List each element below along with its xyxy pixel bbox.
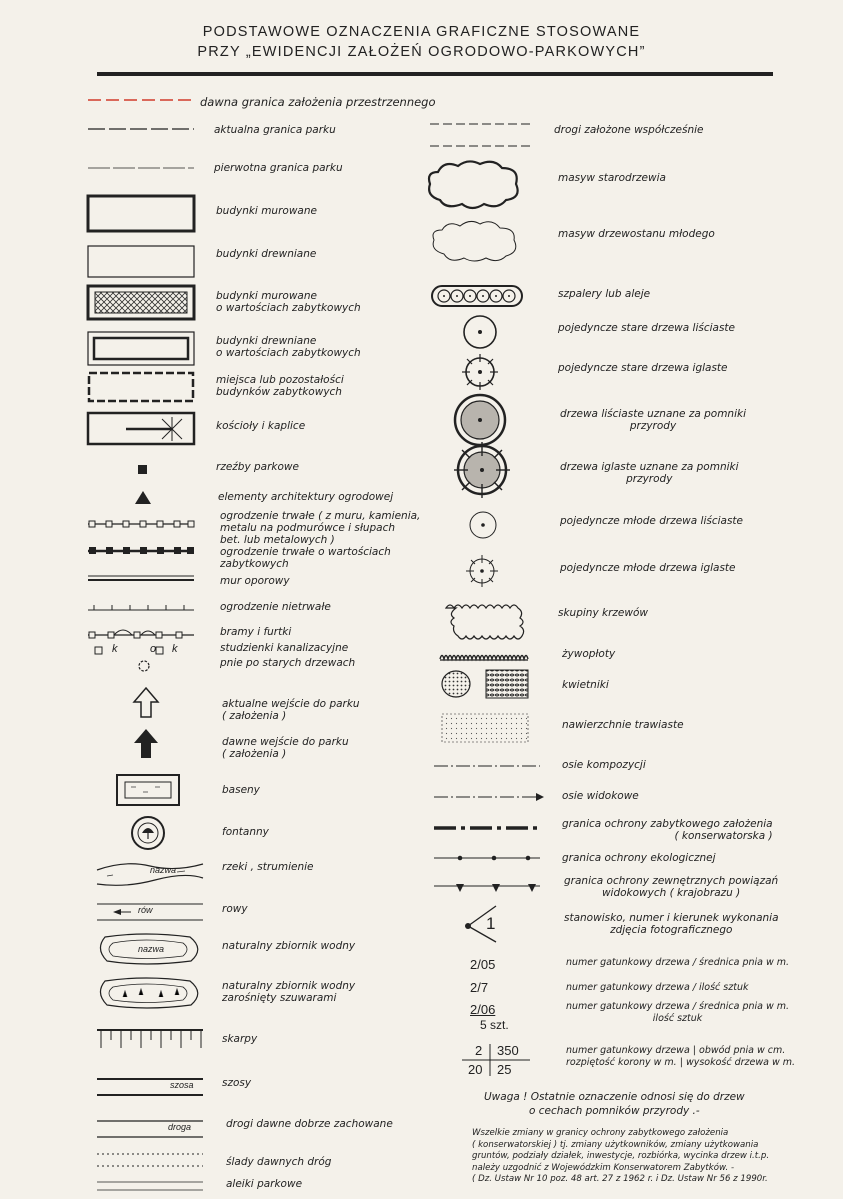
symbol-elementy-architektury <box>134 490 152 506</box>
symbol-mur-oporowy <box>86 573 196 583</box>
label-left-12: ogrodzenie trwałe o wartościach zabytkowych <box>220 546 391 570</box>
label-right-13: nawierzchnie trawiaste <box>562 719 684 731</box>
label-left-15: bramy i furtki <box>220 626 292 638</box>
symbol-ogrodzenie-nietrwale <box>86 602 196 614</box>
symbol-mlode-iglaste <box>464 553 500 589</box>
szosy-label: szosa <box>170 1080 194 1090</box>
symbol-studzienki <box>86 643 196 659</box>
symbol-pierwotna-granica <box>86 163 196 173</box>
symbol-szpalery-aleje <box>430 282 526 310</box>
studzienka-k1: k <box>112 643 118 655</box>
label-left-5: budynki murowane o wartościach zabytkowych <box>216 290 361 314</box>
studzienka-o2: o <box>150 643 157 655</box>
symbol-stare-iglaste <box>460 352 500 392</box>
label-right-22: numer gatunkowy drzewa / średnica pnia w m. ilość sztuk <box>566 1001 790 1024</box>
header-rule <box>97 72 773 76</box>
label-right-7: drzewa iglaste uznane za pomniki przyrody <box>560 461 739 485</box>
label-right-6: drzewa liściaste uznane za pomniki przyrody <box>560 408 747 432</box>
symbol-rzezby <box>136 463 150 477</box>
symbol-miejsca-pozostalosci <box>86 370 196 404</box>
symbol-aktualne-wejscie <box>132 686 160 720</box>
label-right-8: pojedyncze młode drzewa liściaste <box>560 515 744 527</box>
label-left-17: pnie po starych drzewach <box>220 657 356 669</box>
photo-number: 1 <box>486 914 496 933</box>
label-left-16: studzienki kanalizacyjne <box>220 642 349 654</box>
symbol-zbiornik-zarosniety <box>95 975 205 1011</box>
symbol-dawna-granica <box>86 95 196 105</box>
label-left-29: ślady dawnych dróg <box>226 1156 332 1168</box>
symbol-pomnik-iglaste <box>452 440 512 500</box>
label-left-20: baseny <box>222 784 260 796</box>
label-left-21: fontanny <box>222 826 269 838</box>
symbol-baseny <box>115 773 181 807</box>
label-right-10: skupiny krzewów <box>558 607 648 619</box>
symbol-slady-drog <box>95 1150 205 1170</box>
symbol-koscioly <box>86 411 196 447</box>
symbol-masyw-starodrzewia <box>424 158 524 210</box>
studzienka-k2: k <box>172 643 178 655</box>
label-right-0: drogi założone współcześnie <box>554 124 704 136</box>
tree-code-2: 2/7 <box>470 980 489 995</box>
symbol-osie-widokowe <box>432 791 546 803</box>
label-left-14: ogrodzenie nietrwałe <box>220 601 331 613</box>
label-left-28: drogi dawne dobrze zachowane <box>226 1118 393 1130</box>
label-right-9: pojedyncze młode drzewa iglaste <box>560 562 736 574</box>
tree-frac-b: 350 <box>497 1043 519 1058</box>
label-right-14: osie kompozycji <box>562 759 646 771</box>
symbol-granica-krajobrazu <box>432 882 542 894</box>
symbol-drogi-wspolczesne <box>428 118 532 152</box>
label-left-0: dawna granica założenia przestrzennego <box>200 95 436 109</box>
symbol-bramy-furtki <box>86 624 196 640</box>
symbol-kwietniki <box>440 668 530 700</box>
zbiornik-nazwa: nazwa <box>138 944 165 954</box>
label-right-11: żywopłoty <box>562 648 616 660</box>
symbol-mlode-lisciaste <box>466 508 500 542</box>
label-right-16: granica ochrony zabytkowego założenia ( konserwatorska ) <box>562 818 773 842</box>
symbol-budynki-murowane-zabytkowe <box>86 284 196 322</box>
label-left-19: dawne wejście do parku ( założenia ) <box>222 736 349 760</box>
note-uwaga: Uwaga ! Ostatnie oznaczenie odnosi się do drzew o cechach pomników przyrody .- <box>484 1091 745 1117</box>
label-left-30: aleiki parkowe <box>226 1178 303 1190</box>
symbol-nawierzchnie-trawiaste <box>440 712 530 744</box>
label-right-19: stanowisko, numer i kierunek wykonania zdjęcia fotograficznego <box>564 912 779 936</box>
symbol-budynki-murowane <box>86 194 196 234</box>
label-left-13: mur oporowy <box>220 575 290 587</box>
label-right-20: numer gatunkowy drzewa / średnica pnia w m. <box>566 957 790 968</box>
label-right-15: osie widokowe <box>562 790 639 802</box>
label-right-17: granica ochrony ekologicznej <box>562 852 716 864</box>
rzeka-nazwa: nazwa <box>150 865 177 875</box>
symbol-budynki-drewniane-zabytkowe <box>86 330 196 368</box>
symbol-budynki-drewniane <box>86 244 196 280</box>
label-right-12: kwietniki <box>562 679 609 691</box>
label-left-9: rzeźby parkowe <box>216 461 299 473</box>
label-left-11: ogrodzenie trwałe ( z muru, kamienia, metalu na podmurówce i słupach bet. lub metalowych ) <box>220 510 421 546</box>
drogi-label: droga <box>168 1122 192 1132</box>
symbol-pnie <box>137 659 151 673</box>
label-right-21: numer gatunkowy drzewa / ilość sztuk <box>566 982 749 993</box>
rowy-label: rów <box>138 905 153 915</box>
label-left-6: budynki drewniane o wartościach zabytkowych <box>216 335 361 359</box>
label-right-1: masyw starodrzewia <box>558 172 666 184</box>
tree-frac-c: 20 <box>468 1062 483 1077</box>
label-left-26: skarpy <box>222 1033 258 1045</box>
page-subtitle: PRZY „EWIDENCJI ZAŁOŻEŃ OGRODOWO-PARKOWYCH” <box>197 44 646 60</box>
symbol-aktualna-granica <box>86 124 196 134</box>
label-left-4: budynki drewniane <box>216 248 317 260</box>
symbol-skupiny-krzewow <box>440 600 526 640</box>
symbol-osie-kompozycji <box>432 761 542 771</box>
label-left-1: aktualna granica parku <box>214 124 336 136</box>
tree-frac-d: 25 <box>497 1062 512 1077</box>
label-left-18: aktualne wejście do parku ( założenia ) <box>222 698 360 722</box>
symbol-granica-ekologiczna <box>432 852 542 864</box>
label-left-25: naturalny zbiornik wodny zarośnięty szuwarami <box>222 980 356 1004</box>
tree-frac-a: 2 <box>475 1043 483 1058</box>
tree-code-3: 2/06 <box>470 1002 496 1017</box>
label-left-22: rzeki , strumienie <box>222 861 314 873</box>
label-left-27: szosy <box>222 1077 252 1089</box>
symbol-fontanny <box>130 815 166 851</box>
tree-code-3b: 5 szt. <box>480 1018 509 1032</box>
note-zmiany: Wszelkie zmiany w granicy ochrony zabytkowego założenia ( konserwatorskiej ) tj. zmiany użytkowników, zmiany użytkowania gruntów, podziały działek, inwestycje, rozbiórka, wycinka drzew i.t.p. należy uzgodnić z Wojewódzkim Konserwatorem Zabytków. - ( Dz. Ustaw Nr 10 poz. 48 art. 27 z 1962 r. i Dz. Ustaw Nr 56 z 1990r. <box>472 1128 770 1184</box>
symbol-masyw-mlodego <box>428 218 524 264</box>
symbol-stanowisko-zdjecia <box>460 900 506 946</box>
label-left-8: kościoły i kaplice <box>216 420 306 432</box>
symbol-ogrodzenie-trwale <box>86 518 196 530</box>
label-left-7: miejsca lub pozostałości budynków zabytkowych <box>216 374 344 398</box>
label-right-4: pojedyncze stare drzewa liściaste <box>558 322 736 334</box>
symbol-skarpy <box>95 1026 205 1054</box>
label-right-3: szpalery lub aleje <box>558 288 651 300</box>
symbol-aleiki <box>95 1178 205 1194</box>
label-left-10: elementy architektury ogrodowej <box>218 491 394 503</box>
symbol-zywoploty <box>438 650 530 662</box>
label-right-18: granica ochrony zewnętrznych powiązań widokowych ( krajobrazu ) <box>564 875 779 899</box>
symbol-ogrodzenie-zabytkowe <box>86 545 196 557</box>
label-left-2: pierwotna granica parku <box>214 162 343 174</box>
symbol-stare-lisciaste <box>460 312 500 352</box>
label-right-23: numer gatunkowy drzewa | obwód pnia w cm. rozpiętość korony w m. | wysokość drzewa w m. <box>566 1045 796 1068</box>
label-right-2: masyw drzewostanu młodego <box>558 228 715 240</box>
page-title: PODSTAWOWE OZNACZENIA GRAFICZNE STOSOWANE <box>202 24 641 40</box>
tree-code-1: 2/05 <box>470 957 496 972</box>
label-left-3: budynki murowane <box>216 205 317 217</box>
label-left-23: rowy <box>222 903 248 915</box>
label-left-24: naturalny zbiornik wodny <box>222 940 356 952</box>
symbol-dawne-wejscie <box>132 727 160 761</box>
label-right-5: pojedyncze stare drzewa iglaste <box>558 362 728 374</box>
symbol-granica-konserwatorska <box>432 822 542 834</box>
